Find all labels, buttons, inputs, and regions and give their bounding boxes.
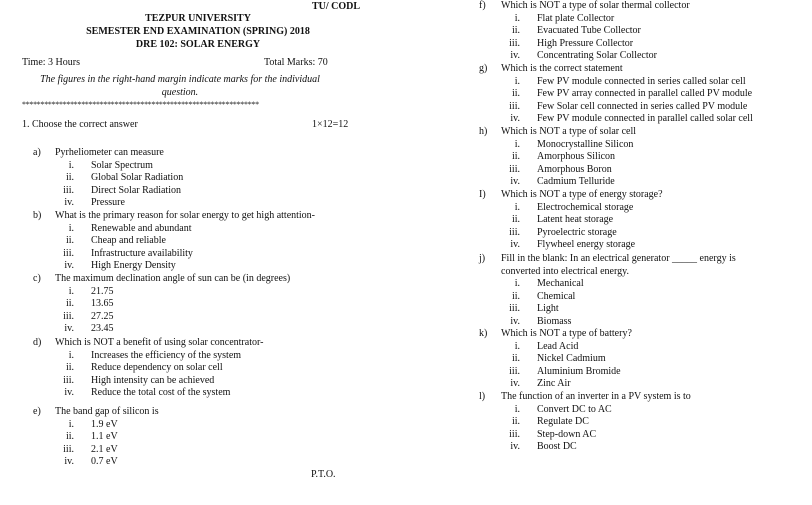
option-text: 0.7 eV [91,456,118,468]
option-numeral: i. [68,159,74,171]
option-text: 13.65 [91,298,114,310]
option-text: Electrochemical storage [537,201,634,213]
option-numeral: iv. [510,113,520,125]
question-letter: d) [33,337,42,348]
option-text: 1.9 eV [91,418,118,430]
option-text: Monocrystalline Silicon [537,138,634,150]
option-numeral: iv. [64,197,74,209]
option-text: 2.1 eV [91,443,118,455]
option-numeral: iii. [509,428,520,440]
option-numeral: ii. [511,151,520,163]
option-text: Flat plate Collector [537,12,615,24]
option-text: Infrastructure availability [91,247,193,259]
option-text: Direct Solar Radiation [91,184,181,196]
option-numeral: ii. [511,25,520,37]
question-letter: g) [479,63,488,74]
option-text: Latent heat storage [537,214,614,226]
option-numeral: iii. [63,374,74,386]
option-numeral: iv. [510,378,520,390]
option-text: Convert DC to AC [537,403,612,415]
instruction-text-2: question. [161,87,199,98]
question-text: Pyrheliometer can measure [55,147,164,158]
option-numeral: iii. [509,37,520,49]
option-numeral: i. [514,403,520,415]
option-numeral: i. [514,75,520,87]
question-text: What is the primary reason for solar energy to get high attention- [55,210,316,221]
option-text: Cheap and reliable [91,235,166,247]
option-numeral: ii. [65,235,74,247]
option-numeral: i. [514,340,520,352]
option-text: Evacuated Tube Collector [537,25,641,37]
question-text: Which is NOT a type of battery? [501,328,632,339]
option-text: Boost DC [537,441,577,453]
question-text-continued: converted into electrical energy. [501,265,629,277]
option-text: Step-down AC [537,428,597,440]
question-text: Which is NOT a benefit of using solar concentrator- [55,337,264,348]
option-numeral: ii. [65,362,74,374]
option-text: Zinc Air [537,378,571,390]
option-numeral: ii. [511,416,520,428]
course-title: DRE 102: SOLAR ENERGY [135,39,261,50]
option-text: Chemical [537,290,576,302]
option-text: Nickel Cadmium [537,353,606,365]
option-numeral: iii. [63,247,74,259]
option-text: Flywheel energy storage [537,239,636,251]
option-text: Few PV array connected in parallel called PV module [537,88,753,100]
question-text: Fill in the blank: In an electrical generator _____ energy is [501,253,736,264]
option-numeral: ii. [511,353,520,365]
option-numeral: iv. [510,176,520,188]
option-text: Few Solar cell connected in series called PV module [537,100,748,112]
option-text: High intensity can be achieved [91,374,215,386]
option-text: Light [537,303,559,315]
option-text: Biomass [537,316,572,327]
option-numeral: ii. [65,298,74,310]
option-numeral: iii. [63,443,74,455]
option-numeral: iii. [509,100,520,112]
option-numeral: ii. [511,214,520,226]
option-numeral: i. [514,278,520,290]
option-text: Increases the efficiency of the system [91,349,242,361]
question-letter: k) [479,328,488,339]
option-numeral: i. [514,12,520,24]
option-numeral: iv. [510,316,520,327]
option-numeral: i. [68,418,74,430]
question-text: The maximum declination angle of sun can be (in degrees) [55,273,291,284]
pto-label: P.T.O. [311,469,336,480]
question-text: Which is NOT a type of energy storage? [501,189,663,200]
option-text: Renewable and abundant [91,222,192,234]
option-numeral: ii. [65,172,74,184]
option-text: Pressure [91,197,125,209]
option-text: Mechanical [537,278,584,290]
option-text: 27.25 [91,310,114,322]
option-text: 23.45 [91,323,114,335]
question-text: Which is the correct statement [501,63,623,74]
question-letter: b) [33,210,42,221]
question-letter: c) [33,273,41,284]
time-label: Time: 3 Hours [22,57,80,68]
option-numeral: iv. [64,323,74,335]
option-numeral: i. [68,222,74,234]
option-numeral: iv. [510,441,520,453]
option-text: 21.75 [91,285,114,297]
question-letter: e) [33,406,41,417]
question-1-marks: 1×12=12 [312,119,349,130]
option-numeral: iii. [509,303,520,315]
option-numeral: i. [514,201,520,213]
option-numeral: iv. [64,456,74,468]
question-letter: l) [479,391,486,402]
option-text: Solar Spectrum [91,159,153,171]
option-numeral: iii. [509,226,520,238]
option-numeral: i. [68,349,74,361]
instruction-text: The figures in the right-hand margin indicate marks for the individual [40,74,320,85]
option-text: High Pressure Collector [537,37,634,49]
question-letter: j) [479,253,486,264]
option-numeral: iii. [509,163,520,175]
option-text: Regulate DC [537,416,589,428]
option-text: 1.1 eV [91,431,118,443]
question-text: The function of an inverter in a PV system is to [501,391,691,402]
option-numeral: iv. [510,50,520,62]
option-text: Reduce dependency on solar cell [91,362,223,374]
option-text: Amorphous Boron [537,163,612,175]
option-numeral: iii. [63,184,74,196]
option-numeral: iv. [510,239,520,251]
question-letter: f) [479,0,486,11]
question-text: Which is NOT a type of solar thermal collector [501,0,690,11]
question-text: Which is NOT a type of solar cell [501,126,637,137]
option-numeral: iii. [509,365,520,377]
option-numeral: i. [68,285,74,297]
option-numeral: iv. [64,387,74,399]
option-text: Aluminium Bromide [537,365,621,377]
question-letter: h) [479,126,488,137]
question-1-label: 1. Choose the correct answer [22,119,138,130]
option-text: High Energy Density [91,260,176,272]
question-text: The band gap of silicon is [55,406,159,417]
option-text: Few PV module connected in series called solar cell [537,75,746,87]
option-text: Lead Acid [537,340,579,352]
option-text: Global Solar Radiation [91,172,184,184]
option-text: Concentrating Solar Collector [537,50,657,62]
exam-title: SEMESTER END EXAMINATION (SPRING) 2018 [86,26,310,37]
option-numeral: iii. [63,310,74,322]
option-numeral: ii. [65,431,74,443]
option-numeral: i. [514,138,520,150]
option-text: Pyroelectric storage [537,226,617,238]
option-text: Cadmium Telluride [537,176,615,188]
university-name: TEZPUR UNIVERSITY [145,13,251,24]
header-code: TU/ CODL [312,1,361,12]
option-numeral: ii. [511,88,520,100]
option-text: Amorphous Silicon [537,151,616,163]
option-numeral: iv. [64,260,74,272]
option-text: Few PV module connected in parallel called solar cell [537,113,753,125]
question-letter: a) [33,147,41,158]
total-marks-label: Total Marks: 70 [264,57,328,68]
option-text: Reduce the total cost of the system [91,387,231,399]
divider-line: **************************************************************** [22,100,259,109]
question-letter: I) [479,189,486,200]
option-numeral: ii. [511,290,520,302]
